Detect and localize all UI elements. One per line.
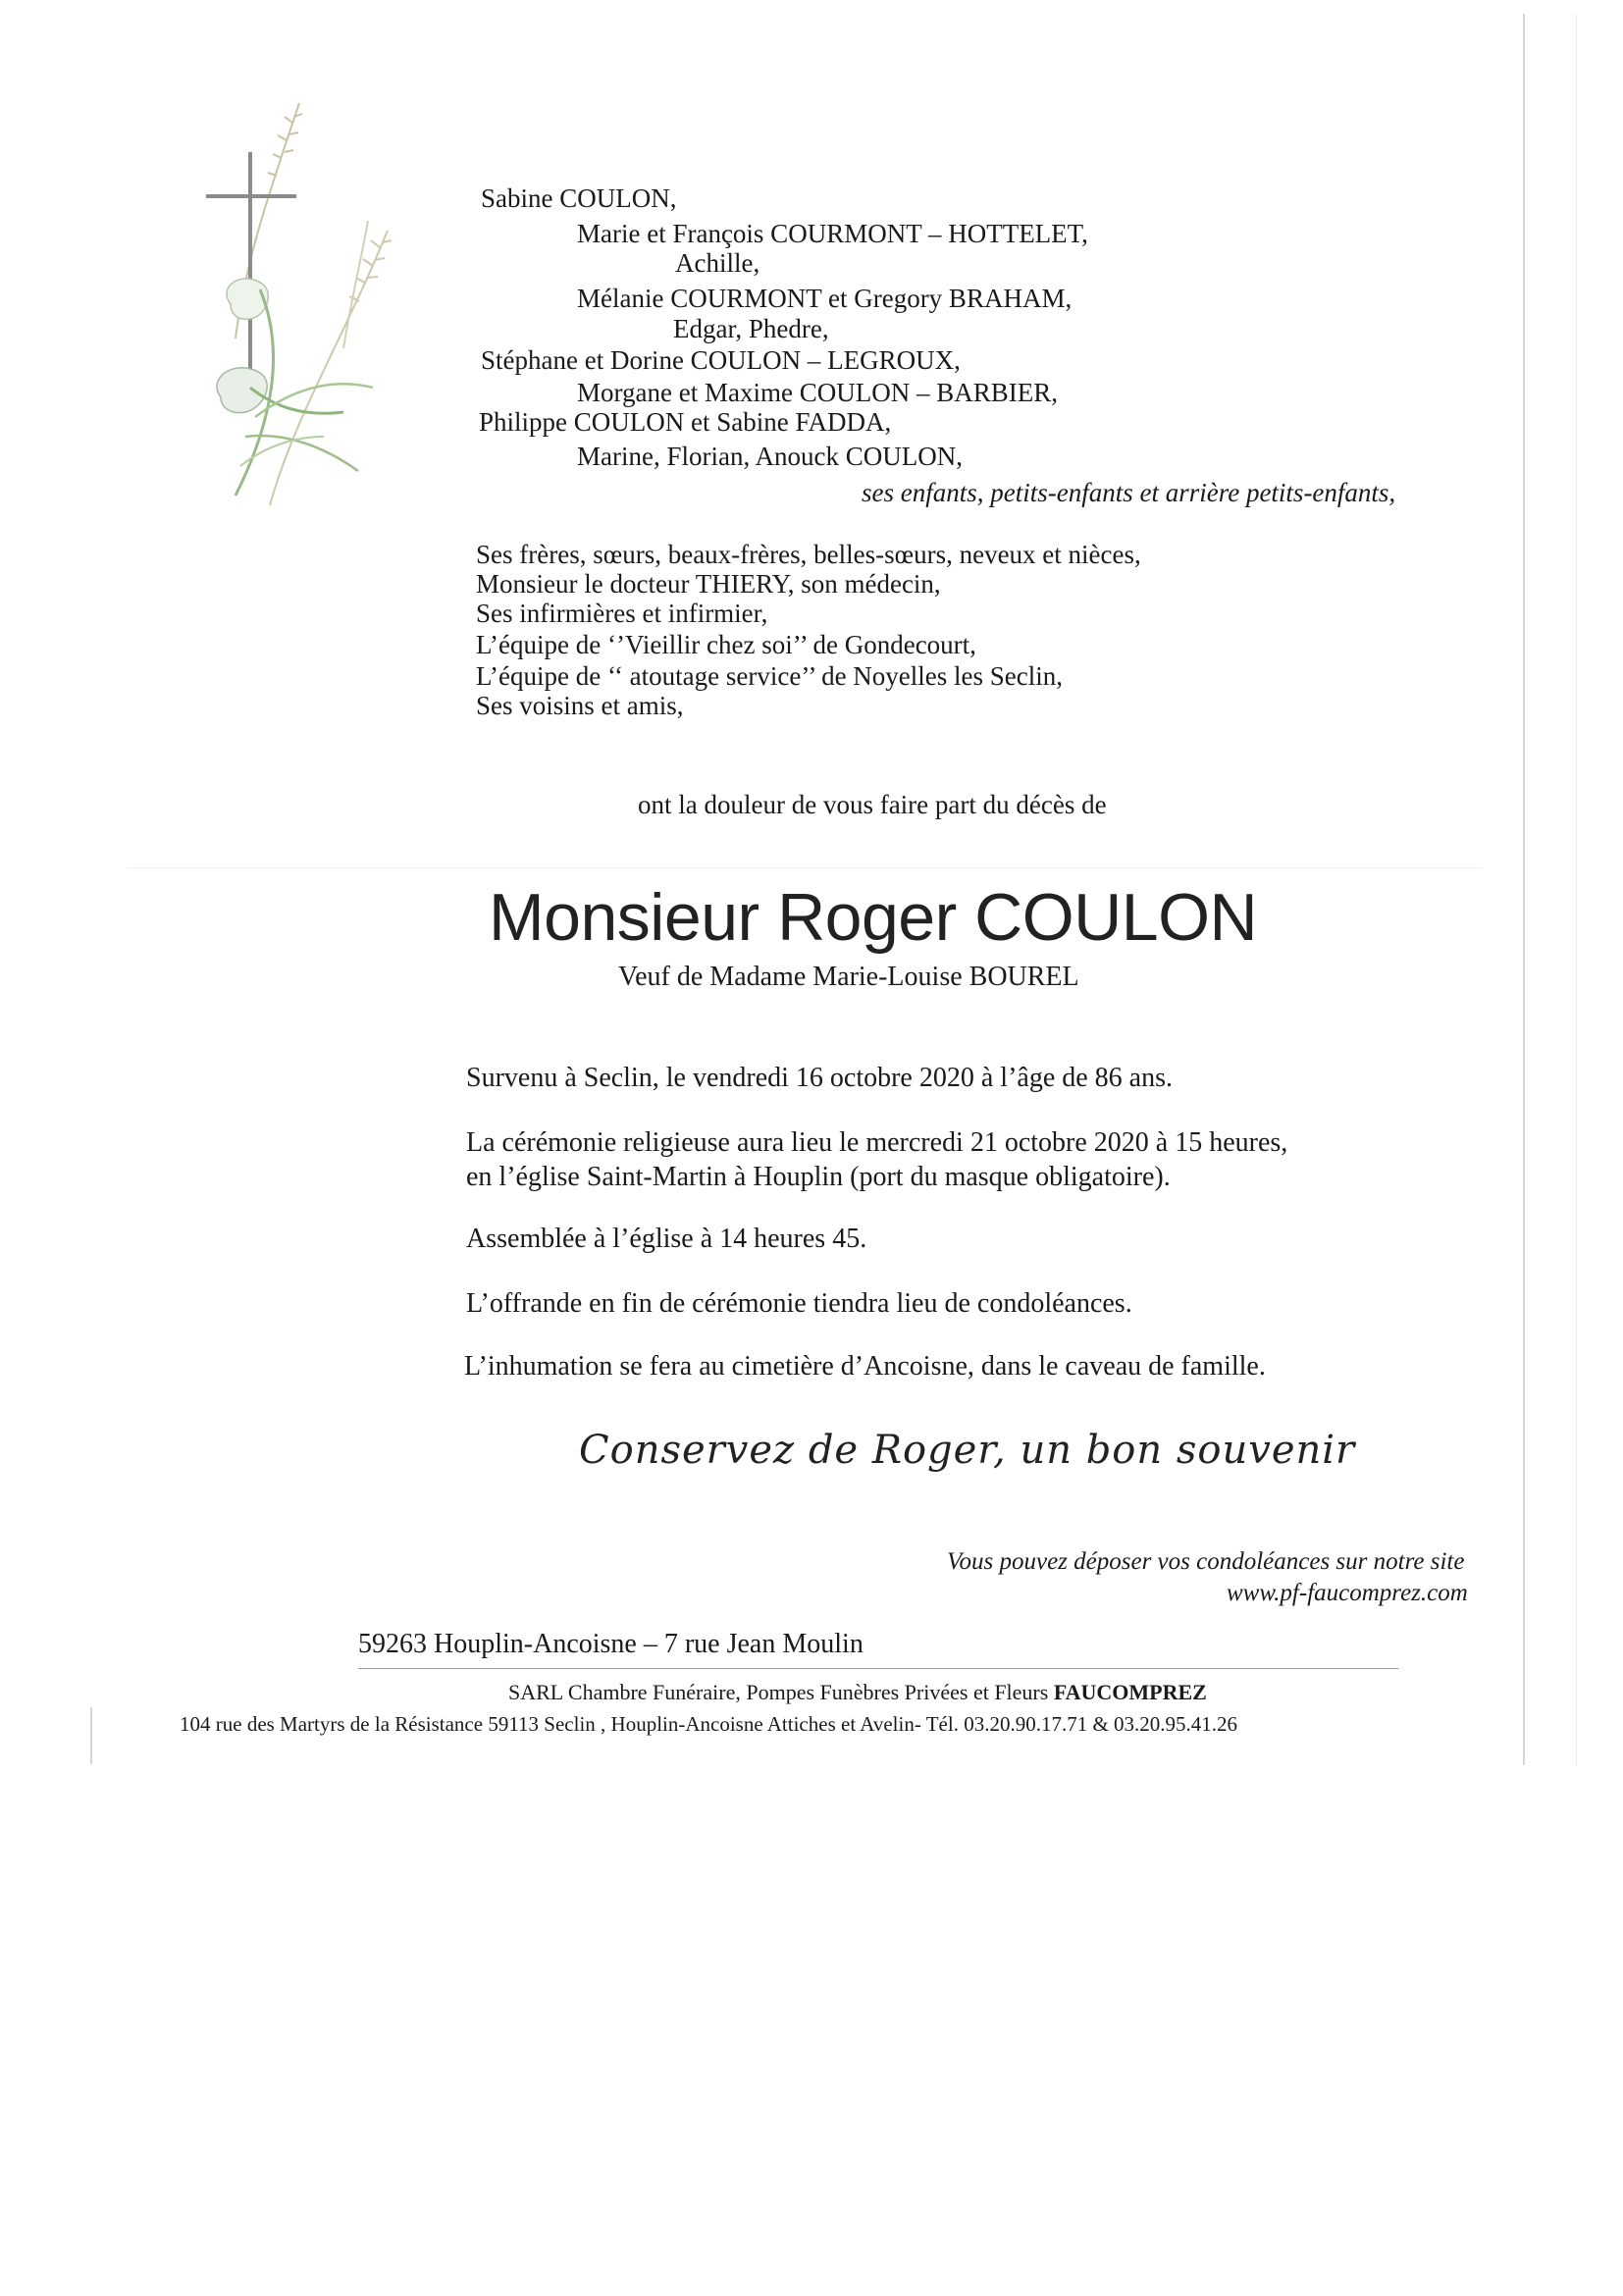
family-line-9: Marine, Florian, Anouck COULON, [577,442,963,471]
others-line-6: Ses voisins et amis, [476,691,684,720]
family-line-4: Mélanie COURMONT et Gregory BRAHAM, [577,284,1073,313]
announcement: ont la douleur de vous faire part du décès de [638,790,1107,819]
others-line-2: Monsieur le docteur THIERY, son médecin, [476,569,941,599]
ceremony-line-2: en l’église Saint-Martin à Houplin (port du masque obligatoire). [466,1162,1171,1192]
scan-edge-left [90,1707,92,1764]
family-line-7: Morgane et Maxime COULON – BARBIER, [577,378,1058,407]
family-line-6: Stéphane et Dorine COULON – LEGROUX, [481,345,961,375]
ceremony-line-1: La cérémonie religieuse aura lieu le mercredi 21 octobre 2020 à 15 heures, [466,1127,1288,1158]
funeral-home-address: 59263 Houplin-Ancoisne – 7 rue Jean Moulin [358,1629,864,1659]
company-line [508,1680,1207,1705]
family-line-1: Sabine COULON, [481,183,677,213]
family-line-8: Philippe COULON et Sabine FADDA, [479,407,892,437]
condolences-website[interactable]: www.pf-faucomprez.com [1227,1580,1468,1606]
family-relation: ses enfants, petits-enfants et arrière petits-enfants, [862,478,1396,507]
offering-details: L’offrande en fin de cérémonie tiendra lieu de condoléances. [466,1288,1132,1319]
fold-line [128,867,1482,868]
cross-lily-ornament [177,93,412,525]
others-line-3: Ses infirmières et infirmier, [476,599,768,628]
family-line-5: Edgar, Phedre, [673,314,829,343]
closing-script: Conservez de Roger, un bon souvenir [579,1428,1356,1473]
family-line-2: Marie et François COURMONT – HOTTELET, [577,219,1088,248]
assembly-details: Assemblée à l’église à 14 heures 45. [466,1224,867,1254]
scan-edge-far-right [1576,14,1577,1765]
others-line-5: L’équipe de ‘‘ atoutage service’’ de Noyelles les Seclin, [476,661,1064,691]
family-line-3: Achille, [675,248,760,278]
others-line-4: L’équipe de ‘’Vieillir chez soi’’ de Gondecourt, [476,630,976,659]
others-line-1: Ses frères, sœurs, beaux-frères, belles-sœurs, neveux et nièces, [476,540,1141,569]
company-contact: 104 rue des Martyrs de la Résistance 59113 Seclin , Houplin-Ancoisne Attiches et Avelin- Tél. 03.20.90.17.71 & 03.20.95.41.26 [180,1712,1238,1736]
condolences-line: Vous pouvez déposer vos condoléances sur notre site [947,1548,1465,1575]
burial-details: L’inhumation se fera au cimetière d’Ancoisne, dans le caveau de famille. [464,1351,1266,1382]
company-prefix: SARL Chambre Funéraire, Pompes Funèbres Privées et Fleurs [508,1680,1049,1704]
deceased-name: Monsieur Roger COULON [489,880,1258,955]
deceased-subtitle: Veuf de Madame Marie-Louise BOUREL [618,962,1079,992]
scan-edge-right [1523,14,1525,1765]
footer-divider [358,1668,1398,1669]
company-name: FAUCOMPREZ [1053,1680,1207,1704]
death-details: Survenu à Seclin, le vendredi 16 octobre 2020 à l’âge de 86 ans. [466,1063,1174,1093]
